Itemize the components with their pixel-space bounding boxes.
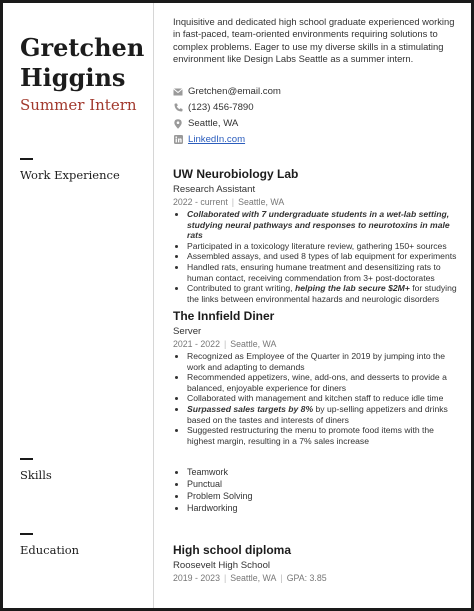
education-gpa: GPA: 3.85: [286, 573, 327, 583]
job-meta: 2022 - current | Seattle, WA: [173, 197, 285, 207]
education-meta: 2019 - 2023 | Seattle, WA | GPA: 3.85: [173, 573, 327, 583]
section-title-skills: Skills: [20, 468, 52, 482]
job-location: Seattle, WA: [230, 339, 277, 349]
contact-linkedin[interactable]: [173, 134, 245, 145]
job-dates: 2022 - current: [173, 197, 228, 207]
envelope-icon: [173, 87, 183, 97]
job-entry-diner: [173, 309, 461, 446]
job-title-heading: Summer Intern: [20, 96, 137, 114]
phone-icon: [173, 103, 183, 113]
email-text: Gretchen@email.com: [188, 86, 281, 97]
section-marker-work: [20, 158, 33, 160]
education-entry: [173, 543, 461, 584]
bullet-item: • Collaborated with management and kitchen staff to reduce idle time: [187, 393, 461, 404]
skill-item: • Hardworking: [187, 502, 253, 514]
education-location: Seattle, WA: [230, 573, 277, 583]
bullet-item: • Assembled assays, and used 8 types of lab equipment for experiments: [187, 251, 461, 262]
job-bullets: [173, 351, 461, 446]
job-role: Server: [173, 326, 202, 337]
bullet-item: • Recognized as Employee of the Quarter in 2019 by jumping into the work and adapting to demands: [187, 351, 461, 372]
map-pin-icon: [173, 119, 183, 129]
linkedin-link[interactable]: LinkedIn.com: [188, 134, 246, 145]
section-marker-education: [20, 533, 33, 535]
first-name: Gretchen: [20, 33, 145, 62]
summary-paragraph: Inquisitive and dedicated high school graduate experienced working in fast-paced, team-oriented environments requiring solutions to complex problems. Eager to use my diverse skills in a stimulating environment like Design Labs Seattle as a summer intern.: [173, 16, 455, 65]
phone-text: (123) 456-7890: [188, 102, 254, 113]
linkedin-icon: [173, 135, 183, 145]
section-title-work: Work Experience: [20, 168, 120, 182]
job-role: Research Assistant: [173, 184, 256, 195]
education-dates: 2019 - 2023: [173, 573, 220, 583]
bullet-item: • Collaborated with 7 undergraduate students in a wet-lab setting, studying neural pathways and responses to neurotoxins in male rats: [187, 209, 461, 241]
skill-item: • Teamwork: [187, 466, 253, 478]
column-divider: [153, 3, 154, 608]
job-dates: 2021 - 2022: [173, 339, 220, 349]
bullet-item: • Participated in a toxicology literature review, gathering 150+ sources: [187, 241, 461, 252]
skill-item: • Problem Solving: [187, 490, 253, 502]
job-meta: 2021 - 2022 | Seattle, WA: [173, 339, 277, 349]
location-text: Seattle, WA: [188, 118, 239, 129]
contact-email: [173, 86, 281, 97]
contact-location: [173, 118, 238, 129]
skill-item: • Punctual: [187, 478, 253, 490]
last-name: Higgins: [20, 63, 126, 92]
bullet-item: • Contributed to grant writing, helping the lab secure $2M+ for studying the links between environmental hazards and neurologic disorders: [187, 283, 461, 304]
job-location: Seattle, WA: [238, 197, 285, 207]
job-entry-neurobiology: [173, 167, 461, 304]
school-name: Roosevelt High School: [173, 560, 271, 571]
bullet-item: • Suggested restructuring the menu to promote food items with the highest margin, resulting in a 7% sales increase: [187, 425, 461, 446]
contact-phone: [173, 102, 254, 113]
bullet-item: • Surpassed sales targets by 8% by up-selling appetizers and drinks based on the tastes and interests of diners: [187, 404, 461, 425]
bullet-item: • Handled rats, ensuring humane treatment and desensitizing rats to human contact, receiving commendation from 3+ post-doctorates: [187, 262, 461, 283]
company-name: The Innfield Diner: [173, 309, 275, 323]
job-bullets: [173, 209, 461, 304]
skills-list: [173, 466, 253, 514]
candidate-name: [20, 33, 160, 93]
section-title-education: Education: [20, 543, 80, 557]
bullet-item: • Recommended appetizers, wine, add-ons, and desserts to provide a balanced, enjoyable experience for diners: [187, 372, 461, 393]
company-name: UW Neurobiology Lab: [173, 167, 299, 181]
section-marker-skills: [20, 458, 33, 460]
degree-name: High school diploma: [173, 543, 292, 557]
